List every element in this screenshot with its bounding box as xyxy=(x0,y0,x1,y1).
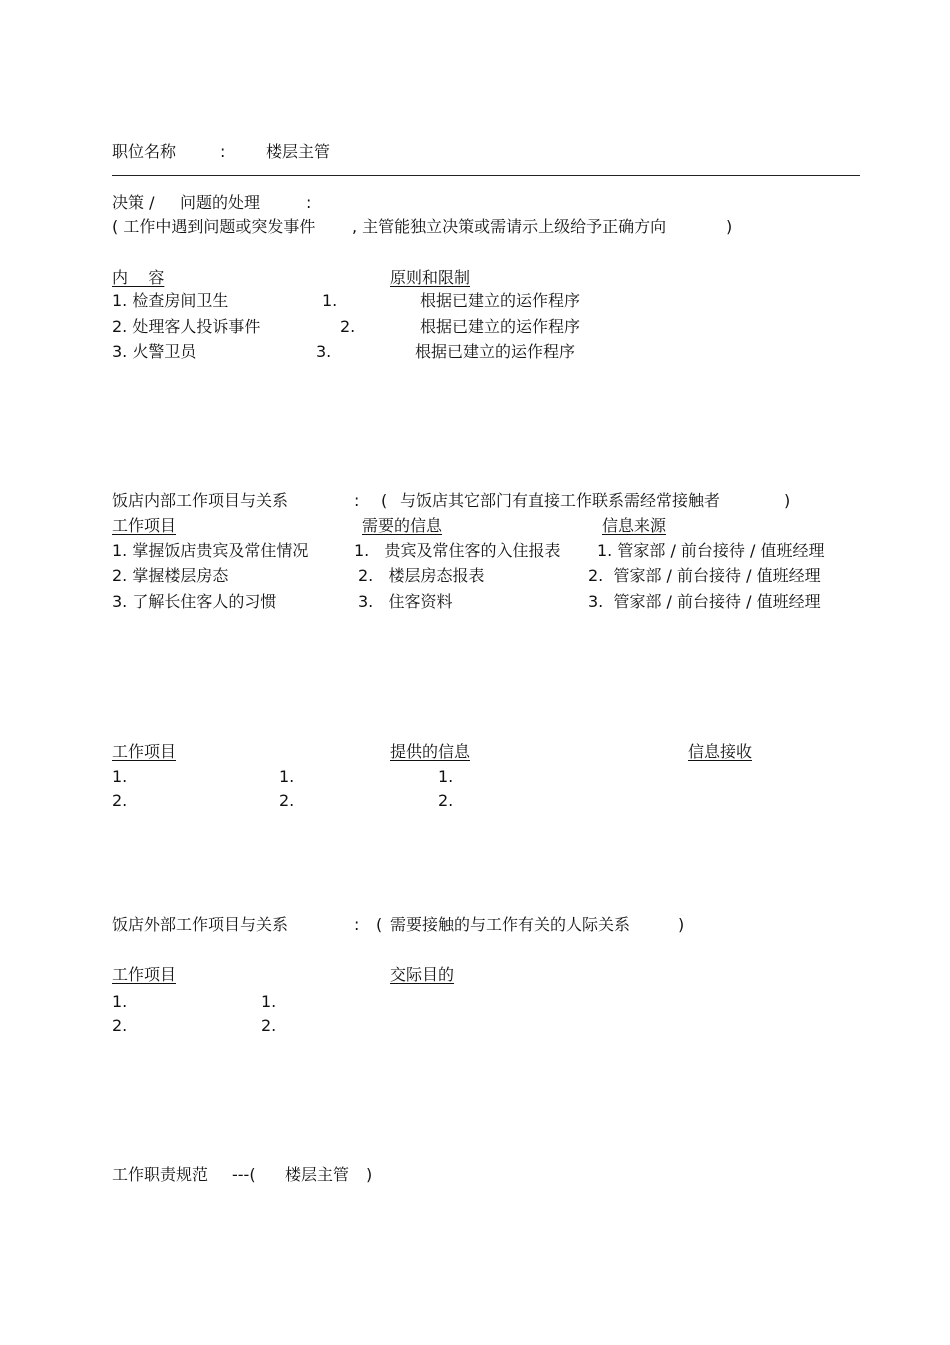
external-row-a: 1. xyxy=(112,992,128,1011)
footer-value: 楼层主管 xyxy=(285,1165,350,1184)
external-paren-open: ( xyxy=(376,915,383,934)
decision-row-item: 3. 火警卫员 xyxy=(112,342,197,361)
internal-paren-open: ( xyxy=(381,491,388,510)
decision-note-close: ) xyxy=(726,217,733,236)
decision-col-principle: 原则和限制 xyxy=(390,268,471,287)
external-title: 饭店外部工作项目与关系 xyxy=(112,915,289,934)
provide-row-b: 2. xyxy=(279,791,295,810)
internal-row-source: 3. 管家部 / 前台接待 / 值班经理 xyxy=(588,592,821,611)
external-col-item: 工作项目 xyxy=(112,965,177,984)
internal-row-info: 2. 楼层房态报表 xyxy=(358,566,485,585)
decision-row-num: 1. xyxy=(322,291,338,310)
internal-colon: : xyxy=(354,491,360,510)
footer-dash: ---( xyxy=(232,1165,256,1184)
provide-row-c: 2. xyxy=(438,791,454,810)
decision-title: 决策 / xyxy=(112,193,155,212)
internal-row-item: 1. 掌握饭店贵宾及常住情况 xyxy=(112,541,309,560)
provide-row-b: 1. xyxy=(279,767,295,786)
internal-title: 饭店内部工作项目与关系 xyxy=(112,491,289,510)
position-title-value: 楼层主管 xyxy=(266,142,331,161)
internal-col-source: 信息来源 xyxy=(602,516,667,535)
external-paren-close: ) xyxy=(678,915,685,934)
decision-row-num: 2. xyxy=(340,317,356,336)
decision-note-mid: , 主管能独立决策或需请示上级给予正确方向 xyxy=(352,217,667,236)
position-title-colon: : xyxy=(220,142,226,161)
decision-row-rule: 根据已建立的运作程序 xyxy=(420,291,581,310)
decision-row-item: 1. 检查房间卫生 xyxy=(112,291,229,310)
decision-col-content: 内 容 xyxy=(112,268,165,287)
internal-col-info: 需要的信息 xyxy=(362,516,443,535)
provide-row-c: 1. xyxy=(438,767,454,786)
provide-col-info: 提供的信息 xyxy=(390,742,471,761)
internal-row-source: 1. 管家部 / 前台接待 / 值班经理 xyxy=(597,541,825,560)
internal-row-info: 1. 贵宾及常住客的入住报表 xyxy=(354,541,561,560)
internal-col-item: 工作项目 xyxy=(112,516,177,535)
external-col-purpose: 交际目的 xyxy=(390,965,455,984)
external-row-b: 1. xyxy=(261,992,277,1011)
external-row-b: 2. xyxy=(261,1016,277,1035)
footer-title: 工作职责规范 xyxy=(112,1165,209,1184)
provide-row-a: 2. xyxy=(112,791,128,810)
internal-note: 与饭店其它部门有直接工作联系需经常接触者 xyxy=(400,491,721,510)
decision-note-open: ( 工作中遇到问题或突发事件 xyxy=(112,217,316,236)
provide-col-item: 工作项目 xyxy=(112,742,177,761)
internal-row-source: 2. 管家部 / 前台接待 / 值班经理 xyxy=(588,566,821,585)
decision-colon: : xyxy=(306,193,312,212)
header-divider xyxy=(112,175,860,176)
internal-row-item: 2. 掌握楼层房态 xyxy=(112,566,229,585)
provide-row-a: 1. xyxy=(112,767,128,786)
internal-row-info: 3. 住客资料 xyxy=(358,592,453,611)
decision-row-num: 3. xyxy=(316,342,332,361)
external-colon: : xyxy=(354,915,360,934)
decision-title-2: 问题的处理 xyxy=(180,193,261,212)
internal-row-item: 3. 了解长住客人的习惯 xyxy=(112,592,277,611)
position-title-label: 职位名称 xyxy=(112,142,177,161)
decision-row-rule: 根据已建立的运作程序 xyxy=(420,317,581,336)
footer-close: ) xyxy=(366,1165,373,1184)
external-note: 需要接触的与工作有关的人际关系 xyxy=(390,915,631,934)
internal-paren-close: ) xyxy=(784,491,791,510)
decision-row-rule: 根据已建立的运作程序 xyxy=(415,342,576,361)
external-row-a: 2. xyxy=(112,1016,128,1035)
decision-row-item: 2. 处理客人投诉事件 xyxy=(112,317,261,336)
provide-col-recv: 信息接收 xyxy=(688,742,753,761)
